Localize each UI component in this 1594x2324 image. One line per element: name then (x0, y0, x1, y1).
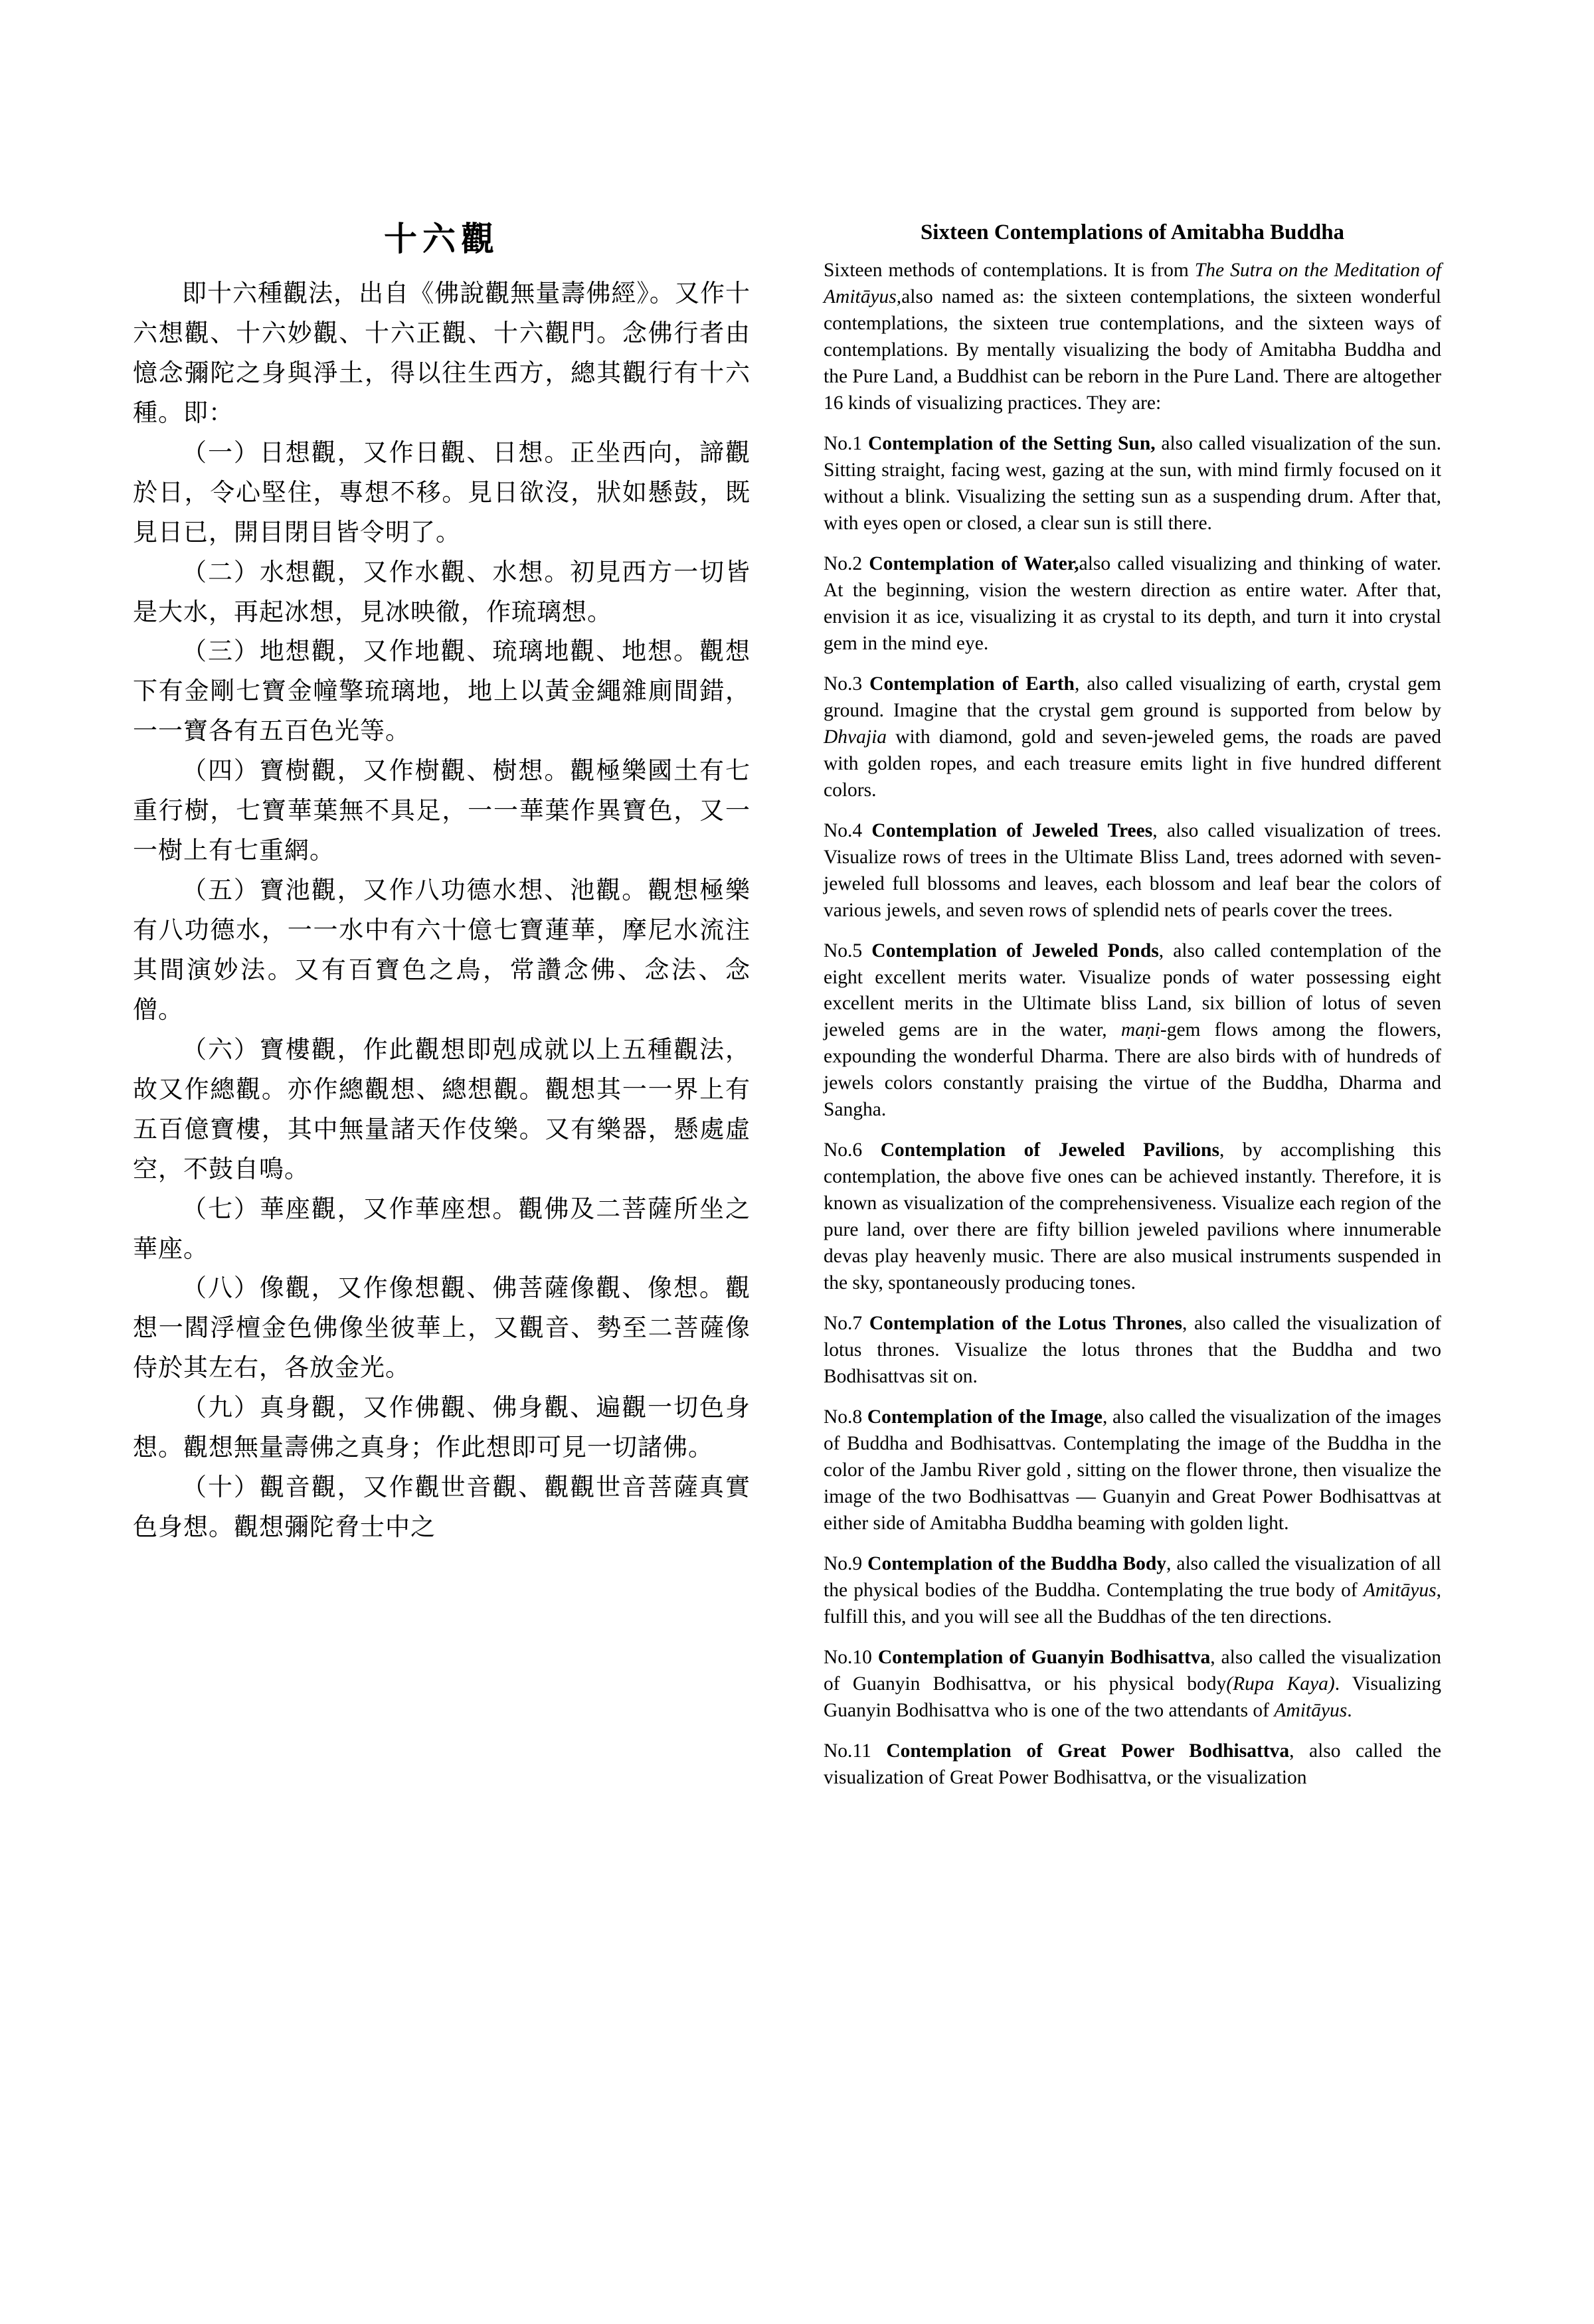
english-paragraph (824, 1551, 1441, 1631)
paragraph-number: No.4 (824, 819, 872, 841)
chinese-column (133, 219, 751, 1547)
english-paragraph (824, 1738, 1441, 1791)
chinese-paragraph: （一）日想觀，又作日觀、日想。正坐西向，諦觀於日，令心堅住，專想不移。見日欲沒，狀如懸鼓，既見日已，開目閉目皆令明了。 (133, 438, 751, 546)
paragraph-text: , by accomplishing this contemplation, the above five ones can be achieved instantly. Therefore, it is known as visualization of the comprehensiveness. Visualize each region of the pure land, over there are fifty billion jeweled pavilions where innumerable devas play heavenly music. There are also musical instruments suspended in the sky, spontaneously producing tones. (824, 1139, 1441, 1294)
english-paragraph (824, 1311, 1441, 1390)
paragraph-text: , also called visualization of trees. Visualize rows of trees in the Ultimate Bliss Land, trees adorned with seven-jeweled full blossoms and leaves, each blossom and leaf bear the colors of various jewels, and seven rows of splendid nets of pearls cover the trees. (824, 819, 1441, 921)
paragraph-text: , also called the visualization of Great Power Bodhisattva, or the visualization (824, 1740, 1441, 1788)
english-paragraph (824, 551, 1441, 657)
contemplation-name: Contemplation of the Image (867, 1406, 1103, 1428)
paragraph-text: , also called the visualization of lotus thrones. Visualize the lotus thrones that the Buddha and two Bodhisattvas sit on. (824, 1313, 1441, 1388)
emphasised-term: (Rupa Kaya) (1226, 1673, 1335, 1695)
paragraph-text: . Visualizing Guanyin Bodhisattva who is one of the two attendants of (824, 1673, 1442, 1721)
english-paragraph (824, 938, 1441, 1124)
chinese-body (133, 274, 751, 1547)
chinese-paragraph: （十）觀音觀，又作觀世音觀、觀觀世音菩薩真實色身想。觀想彌陀脅士中之 (133, 1473, 751, 1542)
emphasised-term: maṇi (1120, 1019, 1160, 1041)
paragraph-number: No.3 (824, 673, 870, 695)
contemplation-name: Contemplation of Jeweled Ponds (871, 940, 1159, 961)
paragraph-number: No.8 (824, 1406, 867, 1428)
contemplation-name: Contemplation of Great Power Bodhisattva (886, 1740, 1290, 1762)
emphasised-term: Dhvajia (824, 726, 887, 748)
chinese-paragraph: （八）像觀，又作像想觀、佛菩薩像觀、像想。觀想一閻浮檀金色佛像坐彼華上，又觀音、勢至二菩薩像侍於其左右，各放金光。 (133, 1274, 751, 1382)
contemplation-name: Contemplation of the Buddha Body (867, 1552, 1167, 1574)
paragraph-text: , also called the visualization of all the physical bodies of the Buddha. Contemplating the true body of (824, 1552, 1441, 1601)
english-paragraph (824, 1645, 1441, 1724)
english-column (824, 219, 1441, 1791)
paragraph-text: , fulfill this, and you will see all the Buddhas of the ten directions. (824, 1579, 1441, 1627)
chinese-paragraph: （六）寶樓觀，作此觀想即剋成就以上五種觀法，故又作總觀。亦作總觀想、總想觀。觀想其一一界上有五百億寶樓，其中無量諸天作伎樂。又有樂器，懸處虛空，不鼓自鳴。 (133, 1035, 751, 1183)
paragraph-text: also called visualization of the sun. Sitting straight, facing west, gazing at the sun, with mind firmly focused on it without a blink. Visualizing the setting sun as a suspending drum. After that, with eyes open or closed, a clear sun is still there. (824, 433, 1441, 534)
chinese-paragraph: （二）水想觀，又作水觀、水想。初見西方一切皆是大水，再起冰想，見冰映徹，作琉璃想。 (133, 557, 751, 626)
english-paragraph (824, 1137, 1441, 1297)
paragraph-text: . (1347, 1699, 1352, 1721)
contemplation-name: Contemplation of the Lotus Thrones (869, 1313, 1182, 1335)
emphasised-term: Amitāyus (1363, 1579, 1437, 1601)
two-column-layout (133, 219, 1461, 1791)
english-paragraph (824, 258, 1441, 417)
chinese-paragraph: （七）華座觀，又作華座想。觀佛及二菩薩所坐之華座。 (133, 1194, 751, 1263)
paragraph-number: No.11 (824, 1740, 887, 1762)
emphasised-term: Amitāyus (1274, 1699, 1348, 1721)
paragraph-text: Sixteen methods of contemplations. It is from (824, 260, 1195, 282)
contemplation-name: Contemplation of Water, (869, 552, 1079, 574)
paragraph-text: -gem flows among the flowers, expounding the wonderful Dharma. There are also birds with of hundreds of jewels colors constantly praising the virtue of the Buddha, Dharma and Sangha. (824, 1019, 1441, 1121)
chinese-paragraph: （三）地想觀，又作地觀、琉璃地觀、地想。觀想下有金剛七寶金幢擎琉璃地，地上以黃金繩雜廁間錯，一一寶各有五百色光等。 (133, 637, 751, 746)
english-title: Sixteen Contemplations of Amitabha Buddha (920, 220, 1345, 244)
paragraph-number: No.9 (824, 1552, 868, 1574)
contemplation-name: Contemplation of Jeweled Trees (871, 819, 1153, 841)
contemplation-name: Contemplation of Jeweled Pavilions (880, 1139, 1219, 1161)
paragraph-number: No.1 (824, 433, 868, 455)
chinese-paragraph: （五）寶池觀，又作八功德水想、池觀。觀想極樂有八功德水，一一水中有六十億七寶蓮華，摩尼水流注其間演妙法。又有百寶色之鳥，常讚念佛、念法、念僧。 (133, 876, 751, 1024)
emphasised-term: The Sutra on the Meditation of Amitāyus, (824, 260, 1441, 308)
contemplation-name: Contemplation of Earth (869, 673, 1075, 695)
paragraph-number: No.2 (824, 552, 869, 574)
paragraph-text: with diamond, gold and seven-jeweled gems, the roads are paved with golden ropes, and each treasure emits light in five hundred different colors. (824, 726, 1441, 801)
paragraph-text: , also called the visualization of Guanyin Bodhisattva, or his physical body (824, 1646, 1441, 1695)
paragraph-text: , also called visualizing of earth, crystal gem ground. Imagine that the crystal gem ground is supported from below by (824, 673, 1441, 721)
paragraph-text: also named as: the sixteen contemplations, the sixteen wonderful contemplations, the sixteen true contemplations, and the sixteen ways of contemplations. By mentally visualizing the body of Amitabha Buddha and the Pure Land, a Buddhist can be reborn in the Pure Land. There are altogether 16 kinds of visualizing practices. They are: (824, 286, 1442, 414)
chinese-title: 十六觀 (384, 219, 499, 258)
english-body (824, 258, 1441, 1791)
paragraph-number: No.10 (824, 1646, 878, 1668)
english-paragraph (824, 818, 1441, 924)
paragraph-text: also called visualizing and thinking of water. At the beginning, vision the western direction as entire water. After that, envision it as ice, visualizing it as crystal to its depth, and turn it into crystal gem in the mind eye. (824, 552, 1441, 654)
english-paragraph (824, 431, 1441, 537)
paragraph-text: , also called the visualization of the images of Buddha and Bodhisattvas. Contemplating the image of the Buddha in the color of the Jambu River gold , sitting on the flower throne, then visualize the image of the two Bodhisattvas — Guanyin and Great Power Bodhisattvas at either side of Amitabha Buddha beaming with golden light. (824, 1406, 1441, 1534)
paragraph-text: , also called contemplation of the eight excellent merits water. Visualize ponds of water possessing eight excellent merits in the Ultimate bliss Land, six billion of lotus of seven jeweled gems are in the water, (824, 940, 1441, 1041)
chinese-paragraph: 即十六種觀法，出自《佛說觀無量壽佛經》。又作十六想觀、十六妙觀、十六正觀、十六觀門。念佛行者由憶念彌陀之身與淨土，得以往生西方，總其觀行有十六種。即： (133, 279, 751, 427)
contemplation-name: Contemplation of Guanyin Bodhisattva (877, 1646, 1211, 1668)
chinese-paragraph: （四）寶樹觀，又作樹觀、樹想。觀極樂國土有七重行樹，七寶華葉無不具足，一一華葉作異寶色，又一一樹上有七重網。 (133, 756, 751, 865)
contemplation-name: Contemplation of the Setting Sun, (867, 433, 1156, 455)
english-paragraph (824, 1404, 1441, 1537)
paragraph-number: No.6 (824, 1139, 881, 1161)
paragraph-number: No.5 (824, 940, 872, 961)
paragraph-number: No.7 (824, 1313, 869, 1335)
english-paragraph (824, 671, 1441, 804)
chinese-paragraph: （九）真身觀，又作佛觀、佛身觀、遍觀一切色身想。觀想無量壽佛之真身；作此想即可見一切諸佛。 (133, 1393, 751, 1462)
